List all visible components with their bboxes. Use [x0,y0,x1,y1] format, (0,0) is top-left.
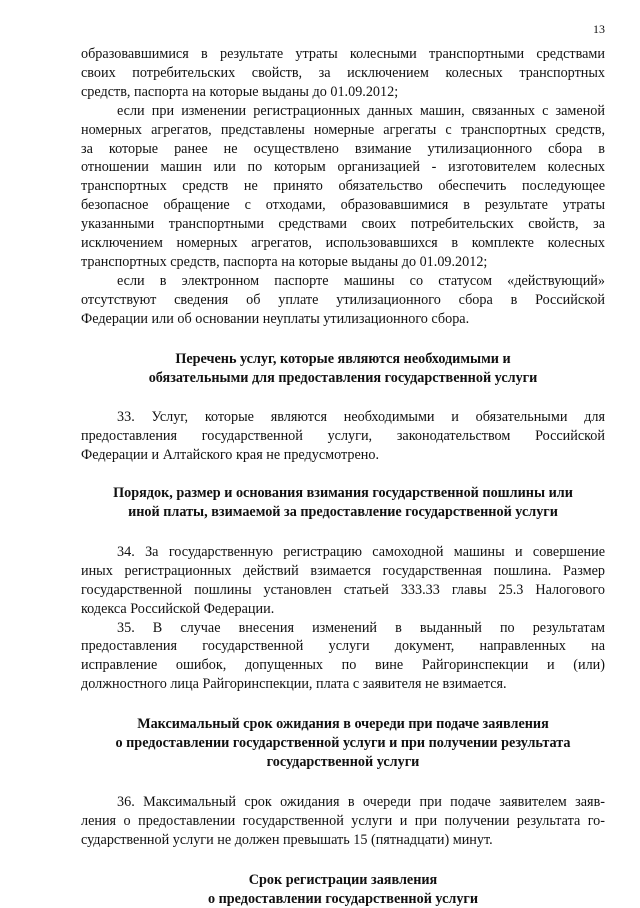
paragraph-33 [81,408,605,465]
text-line: Федерации или об основании неуплаты утилизационного сбора. [81,310,470,327]
paragraph-36 [81,793,605,850]
section-heading-registration-time [81,871,605,908]
heading-line: Порядок, размер и основания взимания государственной пошлины или [113,485,573,502]
page-number: 13 [593,22,605,36]
text-line: исключением номерных агрегатов, использовавшихся в комплекте колесных [81,235,605,252]
text-line: 33. Услуг, которые являются необходимыми и обязательными для [117,409,605,426]
paragraph-34 [81,543,605,619]
heading-line: о предоставлении государственной услуги [207,890,479,907]
heading-line: обязательными для предоставления государственной услуги [148,369,538,386]
bullet-paragraph-replacement-units [81,102,605,272]
text-line: предоставления государственной услуги документ, направленных на [81,638,605,655]
heading-line: иной платы, взимаемой за предоставление государственной услуги [128,504,558,521]
text-line: 35. В случае внесения изменений в выданный по результатам [117,619,605,636]
bullet-paragraph-electronic-passport [81,272,605,329]
text-line: кодекса Российской Федерации. [81,600,275,617]
text-line: должностного лица Райгоринспекции, плата с заявителя не взимается. [81,676,507,693]
text-line: исправление ошибок, допущенных по вине Райгоринспекции и (или) [81,657,605,674]
section-heading-required-services [81,350,605,388]
text-line: 34. За государственную регистрацию самоходной машины и совершение [117,543,605,560]
heading-line: Перечень услуг, которые являются необходимыми и [175,350,511,367]
text-line: безопасное обращение с отходами, образовавшимися в результате утраты [81,197,605,214]
text-line: отношении машин или по которым организацией - изготовителем колесных [81,159,605,176]
heading-line: о предоставлении государственной услуги и при получении результата [115,735,571,752]
text-line: номерных агрегатов, представлены номерные агрегаты с транспортных средств, [81,121,605,138]
text-line: своих потребительских свойств, за исключением колесных транспортных [81,64,605,81]
document-page [81,0,605,905]
text-line: транспортных средств не принято обязательство обеспечить последующее [81,178,605,195]
text-line: иных регистрационных действий взимается государственная пошлина. Размер [81,562,605,579]
document-body [81,45,605,908]
heading-line: Срок регистрации заявления [248,871,438,888]
section-heading-queue-time [81,715,605,772]
text-line: за которые ранее не осуществлено взимание утилизационного сбора в [81,140,605,157]
text-line: ления о предоставлении государственной услуги и при получении результата го- [81,812,605,829]
text-line: 36. Максимальный срок ожидания в очереди при подаче заявителем заяв- [117,793,605,810]
text-line: указанными транспортными средствами своих потребительских свойств, за [81,216,605,233]
section-heading-fee [81,484,605,522]
text-line: образовавшимися в результате утраты колесными транспортными средствами [81,46,605,62]
text-line: государственной пошлины установлен статьей 333.33 главы 25.3 Налогового [81,581,605,598]
text-line: если в электронном паспорте машины со статусом «действующий» [117,272,605,289]
text-line: транспортных средств, паспорта на которые выданы до 01.09.2012; [81,253,488,270]
text-line: сударственной услуги не должен превышать 15 (пятнадцати) минут. [81,831,493,848]
text-line: предоставления государственной услуги, законодательством Российской [81,428,605,445]
paragraph-35 [81,619,605,695]
heading-line: Максимальный срок ожидания в очереди при подаче заявления [137,716,549,733]
text-line: если при изменении регистрационных данных машин, связанных с заменой [117,102,605,119]
intro-paragraph [81,45,605,102]
text-line: средств, паспорта на которые выданы до 01.09.2012; [81,83,399,100]
text-line: Федерации и Алтайского края не предусмотрено. [81,447,380,464]
text-line: отсутствуют сведения об уплате утилизационного сбора в Российской [81,291,605,308]
heading-line: государственной услуги [266,754,420,770]
